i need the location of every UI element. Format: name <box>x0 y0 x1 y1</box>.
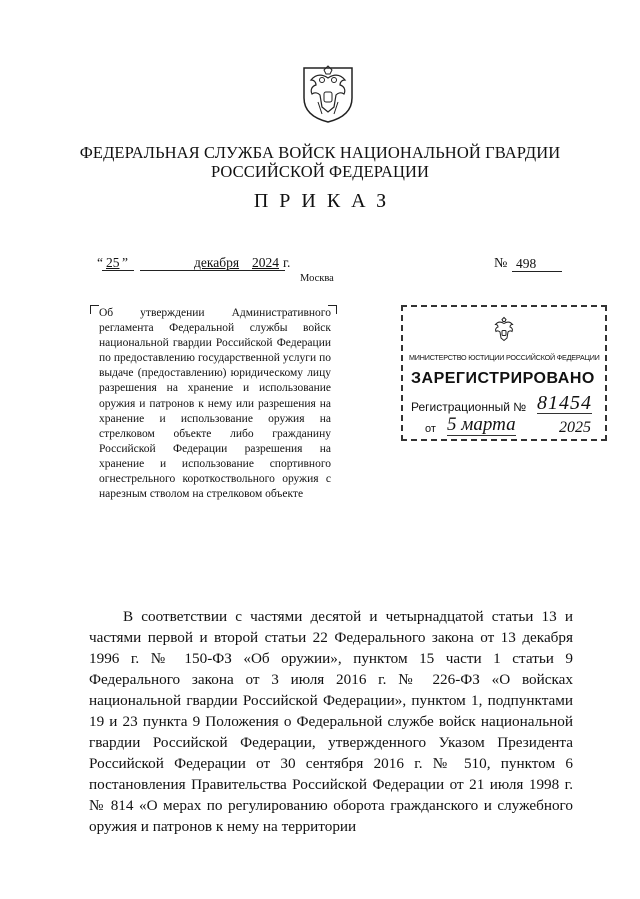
order-number-sign: № <box>494 256 508 271</box>
date-underline <box>250 270 285 271</box>
stamp-registration-year: 2025 <box>559 419 591 436</box>
agency-name-line1: ФЕДЕРАЛЬНАЯ СЛУЖБА ВОЙСК НАЦИОНАЛЬНОЙ ГВАРДИИ <box>79 143 561 162</box>
stamp-registration-date: 5 марта <box>447 414 516 435</box>
stamp-registration-number: 81454 <box>537 392 592 414</box>
body-paragraph: В соответствии с частями десятой и четырнадцатой статьи 13 и частями первой и второй статьи 22 Федерального закона от 13 декабря 1996 г. № 150-ФЗ «Об оружии», пунктом 15 части 1 статьи 9 Федерального закона от 3 июля 2016 г. № 226-ФЗ «О войсках национальной гвардии Российской Федерации», пунктом 1, подпунктами 19 и 23 пункта 9 Положения о Федеральной службе войск национальной гвардии Российской Федерации, утвержденного Указом Президента Российской Федерации от 30 сентября 2016 г. № 510, пунктом 6 постановления Правительства Российской Федерации от 21 июля 1998 г. № 814 «О мерах по регулированию оборота гражданского и служебного оружия и патронов к нему на территории <box>89 608 573 835</box>
stamp-registration-label: Регистрационный № <box>411 400 527 414</box>
number-underline <box>512 271 562 272</box>
document-type: ПРИКАЗ <box>253 190 398 212</box>
agency-name-line2: РОССИЙСКОЙ ФЕДЕРАЦИИ <box>210 162 430 181</box>
coat-of-arms-icon <box>298 62 358 124</box>
date-year: 2024 <box>252 255 279 270</box>
order-number: 498 <box>516 256 537 271</box>
date-quote-open: “ <box>97 255 103 270</box>
registration-stamp <box>401 305 607 441</box>
stamp-status: ЗАРЕГИСТРИРОВАНО <box>411 370 595 387</box>
date-year-suffix: г. <box>283 255 291 270</box>
date-month: декабря <box>194 255 240 270</box>
date-underline <box>140 270 250 271</box>
order-subject: Об утверждении Административного регламента Федеральной службы войск национальной гвардии Российской Федерации по предоставлению государственной услуги по выдаче (предоставлению) юридическому лицу разрешения на хранение и использование оружия и патронов к нему или разрешения на хранение и использование оружия на стрелковом объекте либо гражданину Российской Федерации разрешения на хранение и использование спортивного огнестрельного короткоствольного оружия с нарезным стволом на стрелковом объекте <box>99 307 331 501</box>
coat-of-arms-icon <box>489 315 519 347</box>
city-name: Москва <box>300 273 334 284</box>
subject-corner-left <box>90 305 99 314</box>
stamp-from-label: от <box>425 423 436 435</box>
date-quote-close: ” <box>122 255 128 270</box>
date-day: 25 <box>106 255 120 270</box>
date-underline <box>102 270 134 271</box>
stamp-ministry-name: МИНИСТЕРСТВО ЮСТИЦИИ РОССИЙСКОЙ ФЕДЕРАЦИИ <box>409 353 600 362</box>
